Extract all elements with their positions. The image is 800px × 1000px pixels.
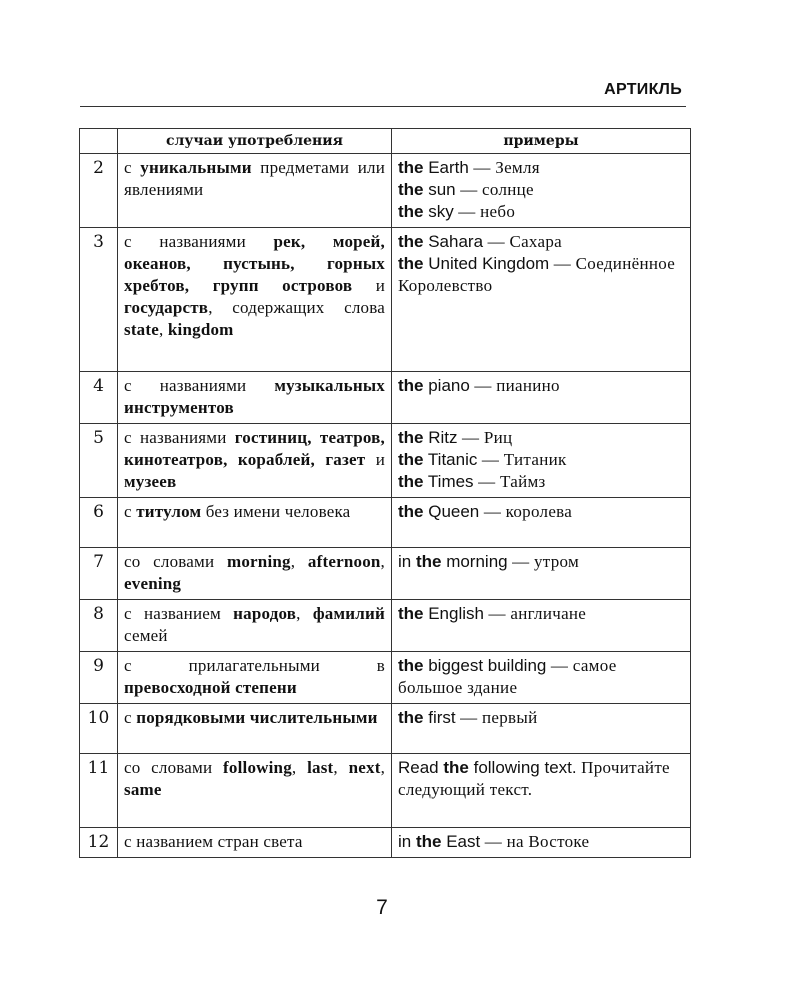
usage-keyword: музеев — [124, 472, 177, 491]
row-number: 7 — [80, 548, 118, 600]
table-row — [80, 600, 691, 652]
column-header-usage: случаи употребления — [118, 129, 392, 154]
table-body — [80, 154, 691, 858]
table-row — [80, 754, 691, 828]
example-translation: — Соединённое Королевство — [398, 254, 676, 295]
table-row — [80, 828, 691, 858]
row-number: 6 — [80, 498, 118, 548]
column-header-number — [80, 129, 118, 154]
article-the: the — [415, 832, 442, 851]
example-translation: — королева — [479, 502, 573, 521]
article-usage-table — [79, 128, 691, 858]
usage-keyword: фамилий — [312, 604, 385, 623]
article-the: the — [398, 502, 424, 521]
usage-keyword: рек, морей, океанов, пустынь, горных хребтов, групп островов — [124, 232, 385, 295]
usage-text: без имени человека — [201, 502, 351, 521]
example-line — [398, 427, 684, 449]
usage-text: с названием стран света — [124, 832, 303, 851]
usage-text: предметами или явлениями — [124, 158, 385, 199]
example-translation: — утром — [507, 552, 580, 571]
usage-keyword: afternoon — [307, 552, 381, 571]
usage-text: со словами — [124, 552, 227, 571]
article-the: the — [415, 552, 442, 571]
usage-keyword: same — [124, 780, 162, 799]
examples-cell — [392, 652, 691, 704]
article-the: the — [398, 604, 424, 623]
example-english: Titanic — [423, 450, 478, 469]
row-number: 5 — [80, 424, 118, 498]
usage-text: с прилагательными в — [124, 656, 385, 675]
table-row — [80, 424, 691, 498]
section-title: АРТИКЛЬ — [604, 81, 682, 98]
example-line — [398, 471, 684, 493]
usage-keyword: evening — [124, 574, 182, 593]
usage-text: с названием — [124, 604, 234, 623]
article-the: the — [398, 376, 424, 395]
example-line — [398, 375, 684, 397]
examples-cell — [392, 828, 691, 858]
row-number: 8 — [80, 600, 118, 652]
example-english: Queen — [423, 502, 480, 521]
table-row — [80, 498, 691, 548]
example-english: first — [423, 708, 456, 727]
example-line — [398, 757, 684, 801]
examples-cell — [392, 498, 691, 548]
article-the: the — [398, 158, 424, 177]
example-line — [398, 501, 684, 523]
example-english: morning — [441, 552, 508, 571]
example-english: piano — [423, 376, 470, 395]
example-prefix: Read — [398, 758, 444, 777]
article-the: the — [398, 180, 424, 199]
examples-cell — [392, 754, 691, 828]
row-number: 3 — [80, 228, 118, 372]
usage-text: с названиями — [124, 428, 235, 447]
example-english: sun — [423, 180, 456, 199]
example-line — [398, 449, 684, 471]
example-translation: Прочитайте следующий текст. — [398, 758, 670, 799]
usage-keyword: государств — [124, 298, 209, 317]
usage-cell — [118, 154, 392, 228]
example-line — [398, 603, 684, 625]
usage-keyword: last — [307, 758, 334, 777]
usage-keyword: народов — [233, 604, 297, 623]
usage-text: с — [124, 158, 141, 177]
usage-text: и — [365, 450, 386, 469]
usage-cell — [118, 828, 392, 858]
example-line — [398, 551, 684, 573]
example-english: Earth — [423, 158, 469, 177]
example-english: biggest building — [423, 656, 547, 675]
usage-text: с названиями — [124, 232, 274, 251]
example-translation: — небо — [453, 202, 516, 221]
example-english: Sahara — [423, 232, 484, 251]
example-translation: — англичане — [483, 604, 587, 623]
row-number: 2 — [80, 154, 118, 228]
table-row — [80, 704, 691, 754]
usage-keyword: next — [348, 758, 381, 777]
row-number: 11 — [80, 754, 118, 828]
usage-keyword: following — [223, 758, 292, 777]
example-english: sky — [423, 202, 454, 221]
article-the: the — [398, 254, 424, 273]
article-the: the — [398, 472, 424, 491]
table-row — [80, 372, 691, 424]
usage-cell — [118, 704, 392, 754]
page-number: 7 — [376, 896, 388, 919]
example-english: Ritz — [423, 428, 458, 447]
examples-cell — [392, 372, 691, 424]
usage-cell — [118, 498, 392, 548]
example-prefix: in — [398, 552, 416, 571]
table-header-row — [80, 129, 691, 154]
table-row — [80, 154, 691, 228]
usage-cell — [118, 228, 392, 372]
examples-cell — [392, 154, 691, 228]
example-line — [398, 157, 684, 179]
examples-cell — [392, 548, 691, 600]
usage-text: , — [290, 552, 308, 571]
table-row — [80, 652, 691, 704]
usage-text: , — [380, 552, 385, 571]
examples-cell — [392, 228, 691, 372]
example-translation: — на Востоке — [480, 832, 590, 851]
usage-text: со словами — [124, 758, 224, 777]
usage-cell — [118, 372, 392, 424]
usage-keyword: музыкальных инструментов — [124, 376, 385, 417]
usage-keyword: morning — [227, 552, 291, 571]
row-number: 12 — [80, 828, 118, 858]
usage-text: , содержащих слова — [208, 298, 385, 317]
usage-text: , — [291, 758, 308, 777]
usage-cell — [118, 600, 392, 652]
examples-cell — [392, 704, 691, 754]
usage-text: с — [124, 708, 137, 727]
article-the: the — [398, 656, 424, 675]
article-the: the — [398, 708, 424, 727]
row-number: 4 — [80, 372, 118, 424]
example-line — [398, 231, 684, 253]
example-line — [398, 201, 684, 223]
usage-keyword: превосходной степени — [124, 678, 297, 697]
usage-text: семей — [124, 626, 168, 645]
example-translation: — Риц — [457, 428, 513, 447]
example-english: following text. — [468, 758, 577, 777]
example-translation: — пианино — [469, 376, 560, 395]
example-translation: — самое большое здание — [398, 656, 617, 697]
usage-keyword: гостиниц, театров, кинотеатров, кораблей, газет — [124, 428, 385, 469]
usage-keyword: kingdom — [167, 320, 234, 339]
table-row — [80, 228, 691, 372]
article-the: the — [398, 428, 424, 447]
usage-keyword: state — [124, 320, 159, 339]
table-row — [80, 548, 691, 600]
page-header — [80, 78, 686, 107]
example-translation: — Земля — [468, 158, 540, 177]
examples-cell — [392, 600, 691, 652]
examples-cell — [392, 424, 691, 498]
example-line — [398, 253, 684, 297]
column-header-examples: примеры — [392, 129, 691, 154]
example-translation: — солнце — [455, 180, 534, 199]
row-number: 9 — [80, 652, 118, 704]
example-line — [398, 831, 684, 853]
example-translation: — первый — [455, 708, 538, 727]
usage-cell — [118, 652, 392, 704]
example-translation: — Таймз — [473, 472, 546, 491]
article-the: the — [398, 232, 424, 251]
article-the: the — [398, 202, 424, 221]
example-line — [398, 707, 684, 729]
usage-cell — [118, 424, 392, 498]
example-english: United Kingdom — [423, 254, 550, 273]
usage-text: с названиями — [124, 376, 275, 395]
example-prefix: in — [398, 832, 416, 851]
example-translation: — Титаник — [477, 450, 567, 469]
example-english: Times — [423, 472, 474, 491]
usage-cell — [118, 754, 392, 828]
usage-text: , — [296, 604, 313, 623]
usage-text: , — [333, 758, 349, 777]
usage-keyword: титулом — [136, 502, 202, 521]
article-the: the — [443, 758, 469, 777]
example-english: English — [423, 604, 484, 623]
example-translation: — Сахара — [483, 232, 562, 251]
usage-text: с — [124, 502, 137, 521]
example-english: East — [441, 832, 481, 851]
usage-text: и — [352, 276, 386, 295]
example-line — [398, 655, 684, 699]
example-line — [398, 179, 684, 201]
article-the: the — [398, 450, 424, 469]
usage-cell — [118, 548, 392, 600]
usage-keyword: порядковыми числительными — [136, 708, 378, 727]
usage-text: , — [158, 320, 168, 339]
usage-text: , — [380, 758, 386, 777]
row-number: 10 — [80, 704, 118, 754]
usage-keyword: уникальными — [140, 158, 252, 177]
